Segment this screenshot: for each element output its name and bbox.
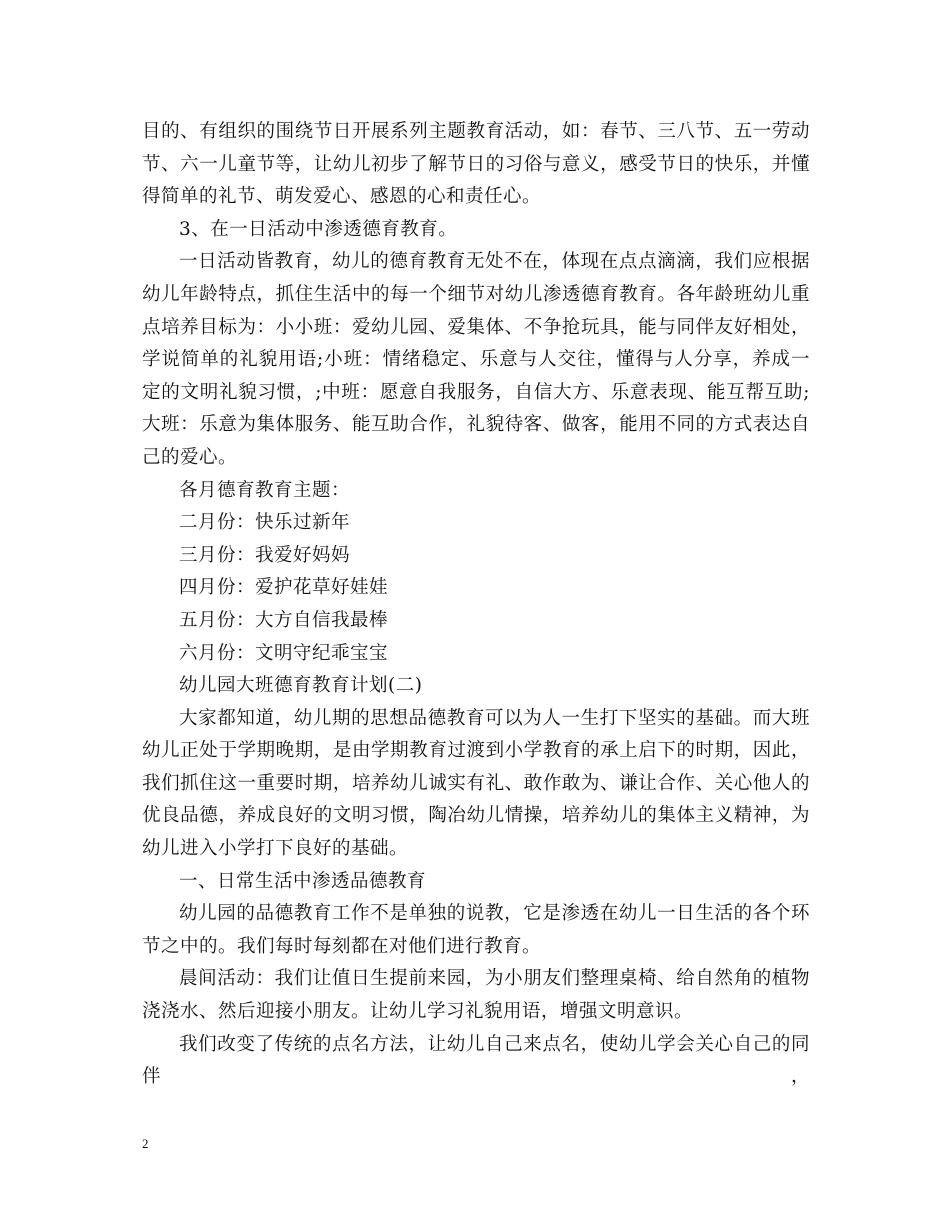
paragraph-festival-activities: 目的、有组织的围绕节日开展系列主题教育活动，如：春节、三八节、五一劳动节、六一儿童节等，让幼儿初步了解节日的习俗与意义，感受节日的快乐，并懂得简单的礼节、萌发爱心、感恩的心和责任心。: [142, 121, 810, 208]
section-heading-daily-moral-education: 3、在一日活动中渗透德育教育。: [179, 218, 458, 240]
paragraph-morning-activities: 晨间活动：我们让值日生提前来园，为小朋友们整理桌椅、给自然角的植物浇浇水、然后迎接小朋友。让幼儿学习礼貌用语，增强文明意识。: [142, 968, 810, 1023]
monthly-themes-heading: 各月德育教育主题：: [179, 479, 351, 501]
paragraph-plan-two-intro: 大家都知道，幼儿期的思想品德教育可以为人一生打下坚实的基础。而大班幼儿正处于学期晚期，是由学期教育过渡到小学教育的承上启下的时期，因此，我们抓住这一重要时期，培养幼儿诚实有礼、敢作敢为、谦让合作、关心他人的优良品德，养成良好的文明习惯，陶冶幼儿情操，培养幼儿的集体主义精神，为幼儿进入小学打下良好的基础。: [142, 707, 810, 860]
monthly-theme-march: 三月份：我爱好妈妈: [179, 544, 351, 566]
monthly-theme-june: 六月份：文明守纪乖宝宝: [179, 642, 389, 664]
monthly-theme-april: 四月份：爱护花草好娃娃: [179, 577, 389, 599]
page-number: 2: [142, 1136, 149, 1151]
paragraph-moral-education-work: 幼儿园的品德教育工作不是单独的说教，它是渗透在幼儿一日生活的各个环节之中的。我们每时每刻都在对他们进行教育。: [142, 903, 810, 957]
plan-two-title: 幼儿园大班德育教育计划(二): [179, 675, 423, 697]
paragraph-roll-call: 我们改变了传统的点名方法，让幼儿自己来点名，使幼儿学会关心自己的同伴，: [142, 1033, 810, 1088]
monthly-theme-may: 五月份：大方自信我最棒: [179, 609, 389, 631]
document-body: [142, 116, 810, 1094]
section-heading-daily-life: 一、日常生活中渗透品德教育: [179, 870, 427, 892]
monthly-theme-february: 二月份：快乐过新年: [179, 512, 351, 534]
paragraph-daily-activities: 一日活动皆教育，幼儿的德育教育无处不在，体现在点点滴滴，我们应根据幼儿年龄特点，抓住生活中的每一个细节对幼儿渗透德育教育。各年龄班幼儿重点培养目标为：小小班：爱幼儿园、爱集体、不争抢玩具，能与同伴友好相处，学说简单的礼貌用语;小班：情绪稳定、乐意与人交往，懂得与人分享，养成一定的文明礼貌习惯，;中班：愿意自我服务，自信大方、乐意表现、能互帮互助;大班：乐意为集体服务、能互助合作，礼貌待客、做客，能用不同的方式表达自己的爱心。: [142, 251, 810, 468]
